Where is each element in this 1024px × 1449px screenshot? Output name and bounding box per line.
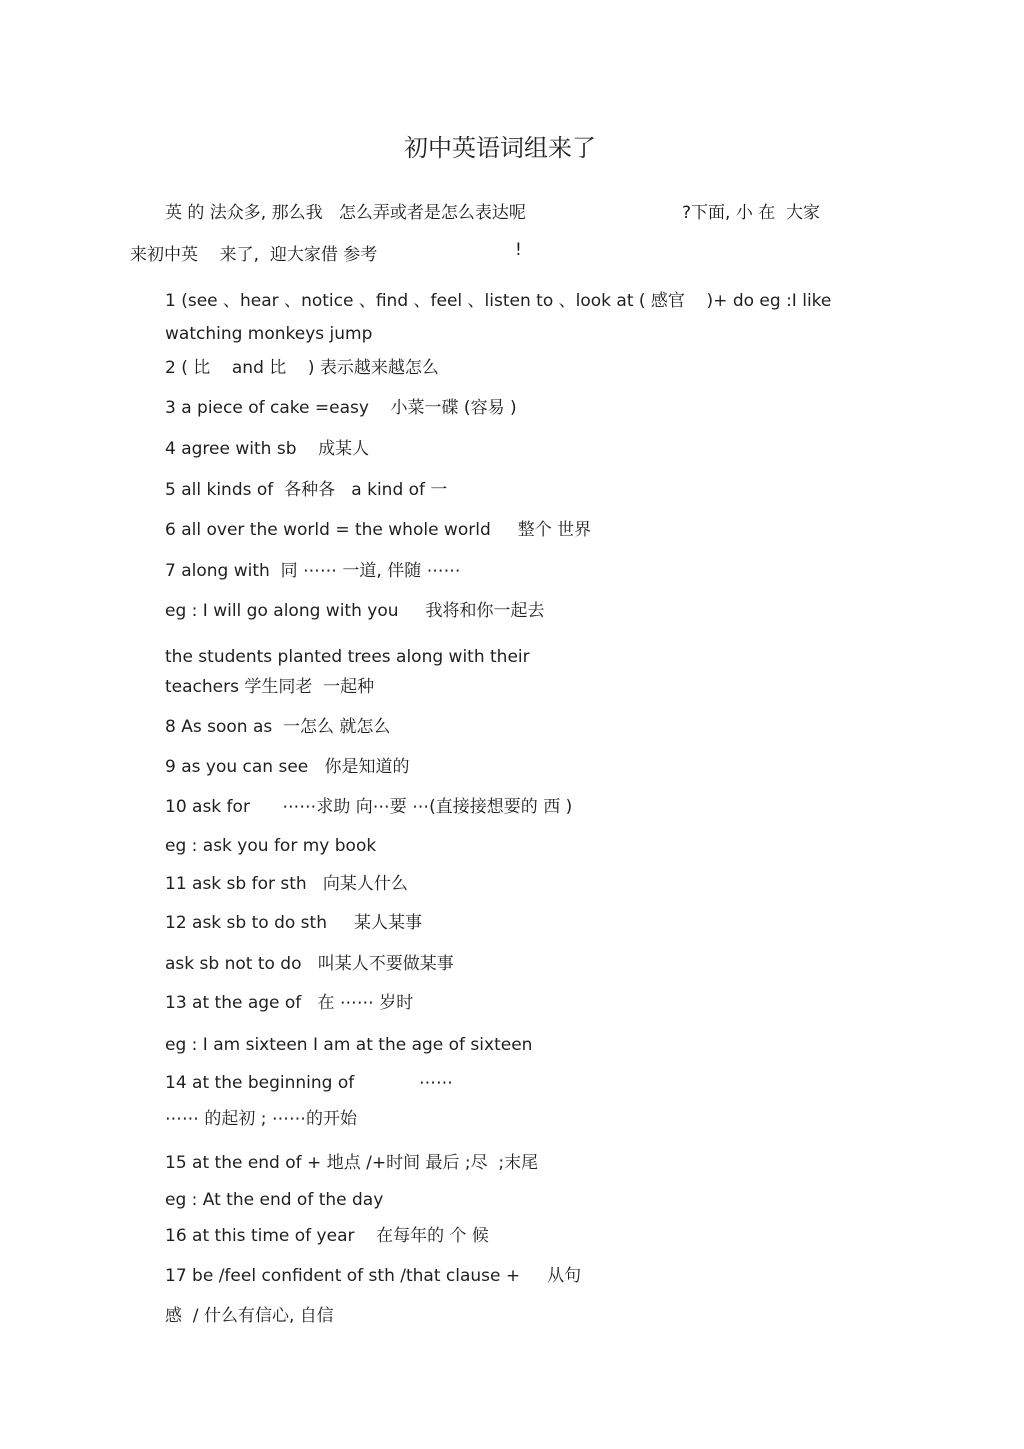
phrase-line: the students planted trees along with their — [165, 647, 530, 667]
phrase-line: 感 / 什么有信心, 自信 — [165, 1306, 334, 1326]
phrase-line: 3 a piece of cake =easy 小菜一碟 (容易 ) — [165, 398, 517, 418]
intro-line-2-tail: ! — [515, 240, 522, 260]
phrase-line: 4 agree with sb 成某人 — [165, 439, 370, 459]
phrase-line: watching monkeys jump — [165, 324, 373, 344]
phrase-line: 16 at this time of year 在每年的 个 候 — [165, 1226, 489, 1246]
phrase-line: eg : At the end of the day — [165, 1190, 384, 1210]
phrase-line: 1 (see 、hear 、notice 、find 、feel 、listen to 、look at ( 感官 )+ do eg :I like — [165, 291, 832, 311]
document-title: 初中英语词组来了 — [404, 134, 596, 162]
intro-line-1: 英 的 法众多, 那么我 怎么弄或者是怎么表达呢 — [165, 203, 526, 223]
phrase-line: eg : I will go along with you 我将和你一起去 — [165, 601, 545, 621]
phrase-line: 5 all kinds of 各种各 a kind of 一 — [165, 480, 448, 500]
phrase-line: 17 be /feel confident of sth /that clause + 从句 — [165, 1266, 582, 1286]
phrase-line: eg : ask you for my book — [165, 836, 377, 856]
intro-line-2: 来初中英 来了, 迎大家借 参考 — [130, 245, 378, 265]
phrase-line: eg : I am sixteen I am at the age of sixteen — [165, 1035, 533, 1055]
phrase-line: teachers 学生同老 一起种 — [165, 677, 375, 697]
phrase-line: ⋯⋯ 的起初 ; ⋯⋯的开始 — [165, 1109, 357, 1129]
phrase-line: 15 at the end of + 地点 /+时间 最后 ;尽 ;末尾 — [165, 1153, 539, 1173]
phrase-line: 11 ask sb for sth 向某人什么 — [165, 874, 408, 894]
phrase-line: 2 ( 比 and 比 ) 表示越来越怎么 — [165, 358, 439, 378]
phrase-line: 8 As soon as 一怎么 就怎么 — [165, 717, 391, 737]
phrase-line: 13 at the age of 在 ⋯⋯ 岁时 — [165, 993, 414, 1013]
phrase-line: 10 ask for ⋯⋯求助 向⋯要 ⋯(直接接想要的 西 ) — [165, 797, 573, 817]
intro-line-1-tail: ?下面, 小 在 大家 — [682, 203, 821, 223]
phrase-line: 12 ask sb to do sth 某人某事 — [165, 913, 422, 933]
phrase-line: 9 as you can see 你是知道的 — [165, 757, 410, 777]
phrase-line: ask sb not to do 叫某人不要做某事 — [165, 954, 454, 974]
phrase-line: 6 all over the world = the whole world 整个 世界 — [165, 520, 592, 540]
phrase-line: 7 along with 同 ⋯⋯ 一道, 伴随 ⋯⋯ — [165, 561, 461, 581]
phrase-line: 14 at the beginning of ⋯⋯ — [165, 1073, 454, 1093]
